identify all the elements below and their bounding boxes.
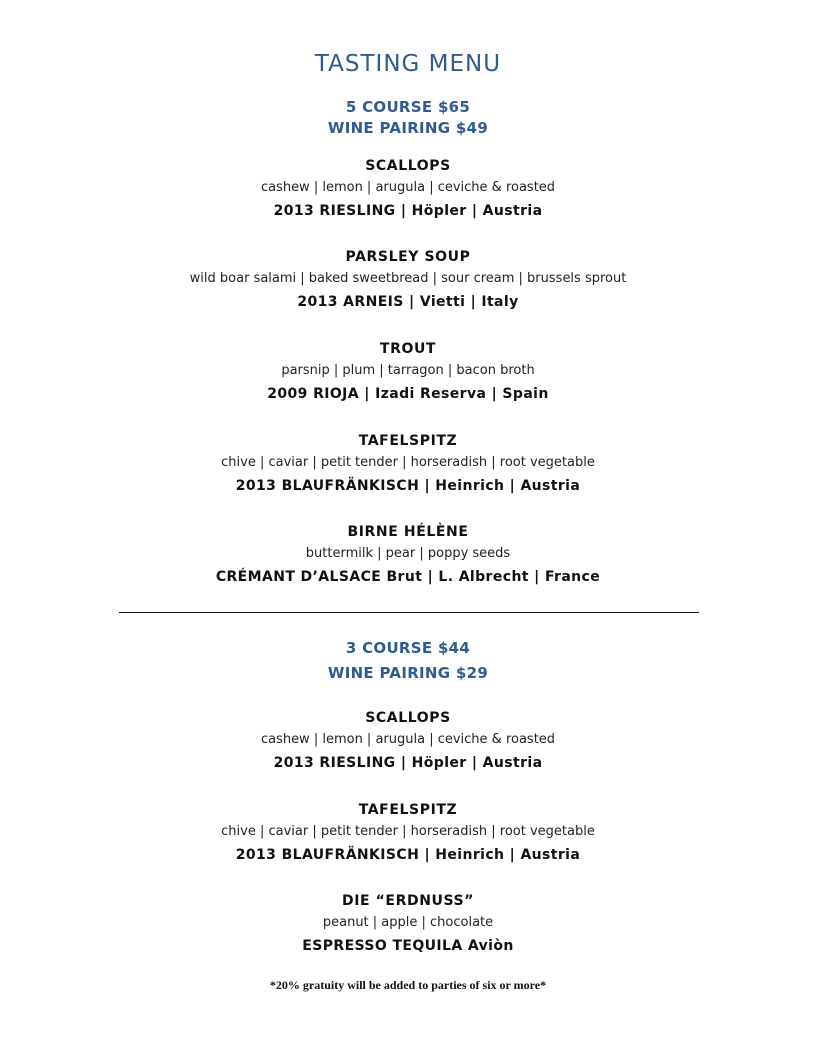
dish-name: BIRNE HÉLÈNE	[347, 524, 469, 540]
wine-pairing: 2013 RIESLING | Höpler | Austria	[273, 755, 543, 771]
dish-name: SCALLOPS	[365, 710, 451, 726]
dish-ingredients: wild boar salami | baked sweetbread | sour cream | brussels sprout	[189, 271, 627, 286]
dish-ingredients: cashew | lemon | arugula | ceviche & roasted	[260, 180, 556, 195]
dish-ingredients: peanut | apple | chocolate	[322, 915, 494, 930]
wine-pairing: ESPRESSO TEQUILA Aviòn	[302, 938, 514, 954]
five-course-item	[0, 340, 816, 403]
three-course-price: 3 COURSE $44	[345, 639, 471, 657]
dish-name: PARSLEY SOUP	[345, 249, 471, 265]
wine-pairing: 2013 BLAUFRÄNKISCH | Heinrich | Austria	[235, 478, 581, 494]
page-title: TASTING MENU	[314, 51, 502, 77]
dish-name: SCALLOPS	[365, 158, 451, 174]
wine-pairing: 2013 ARNEIS | Vietti | Italy	[297, 294, 519, 310]
dish-ingredients: cashew | lemon | arugula | ceviche & roasted	[260, 732, 556, 747]
wine-pairing: 2009 RIOJA | Izadi Reserva | Spain	[267, 386, 549, 402]
dish-ingredients: parsnip | plum | tarragon | bacon broth	[281, 363, 535, 378]
dish-name: TAFELSPITZ	[358, 802, 458, 818]
dish-ingredients: chive | caviar | petit tender | horseradish | root vegetable	[221, 455, 595, 470]
wine-pairing: CRÉMANT D’ALSACE Brut | L. Albrecht | France	[215, 569, 601, 585]
dish-ingredients: chive | caviar | petit tender | horseradish | root vegetable	[221, 824, 595, 839]
dish-name: DIE “ERDNUSS”	[341, 893, 475, 909]
gratuity-note: *20% gratuity will be added to parties of six or more*	[269, 978, 547, 992]
three-course-item	[0, 709, 816, 772]
five-course-price: 5 COURSE $65	[345, 98, 471, 116]
five-course-item	[0, 432, 816, 495]
five-course-item	[0, 523, 816, 586]
three-course-item	[0, 801, 816, 864]
wine-pairing: 2013 BLAUFRÄNKISCH | Heinrich | Austria	[235, 847, 581, 863]
three-course-wine-pairing-price: WINE PAIRING $29	[327, 664, 489, 682]
section-divider	[119, 612, 699, 613]
five-course-wine-pairing-price: WINE PAIRING $49	[327, 119, 489, 137]
five-course-item	[0, 157, 816, 220]
dish-name: TROUT	[379, 341, 437, 357]
wine-pairing: 2013 RIESLING | Höpler | Austria	[273, 203, 543, 219]
dish-ingredients: buttermilk | pear | poppy seeds	[305, 546, 511, 561]
dish-name: TAFELSPITZ	[358, 433, 458, 449]
three-course-item	[0, 892, 816, 955]
five-course-item	[0, 248, 816, 311]
